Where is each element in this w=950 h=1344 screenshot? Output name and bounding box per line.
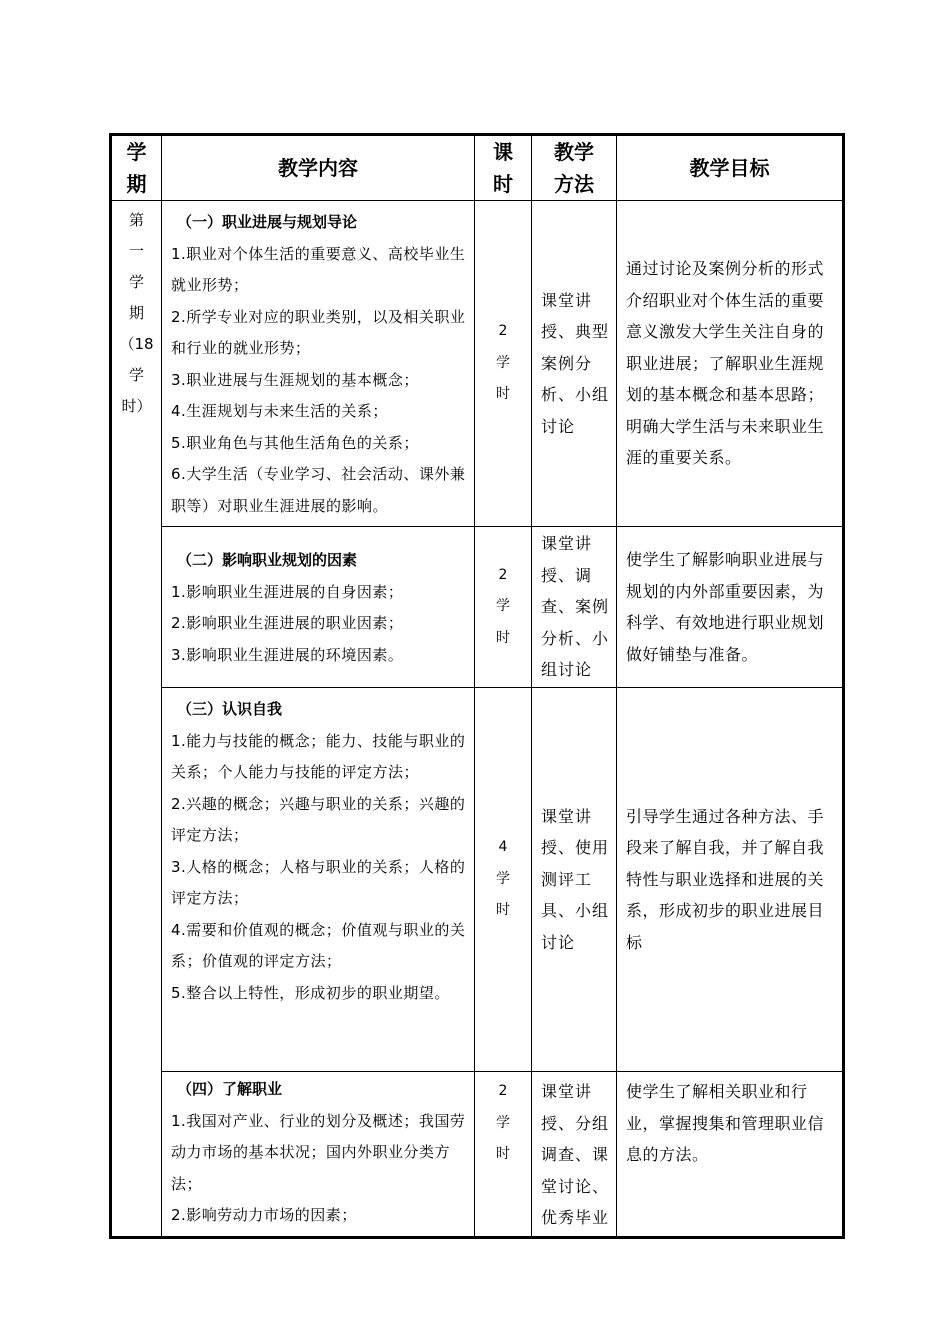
section-title: （二）影响职业规划的因素 (177, 551, 358, 569)
hours-value: 2 (498, 1083, 508, 1099)
header-goal: 教学目标 (617, 135, 844, 201)
table-row (111, 201, 844, 527)
goal-cell: 通过讨论及案例分析的形式介绍职业对个体生活的重要意义激发大学生关注自身的职业进展；了解职业生涯规划的基本概念和基本思路；明确大学生活与未来职业生涯的重要关系。 (617, 201, 844, 527)
content-item: 2.影响劳动力市场的因素； (171, 1206, 357, 1224)
content-item: 3.职业进展与生涯规划的基本概念； (171, 370, 419, 389)
header-hours-line1: 课 (493, 140, 513, 164)
term-char: 期 (128, 304, 144, 322)
header-content: 教学内容 (162, 135, 475, 201)
content-item: 2.所学专业对应的职业类别，以及相关职业和行业的就业形势； (171, 307, 466, 357)
hours-unit: 时 (496, 386, 510, 403)
table-row (111, 527, 844, 688)
section-title: （三）认识自我 (177, 700, 283, 718)
content-cell (162, 688, 475, 1072)
header-hours-line2: 时 (493, 172, 513, 196)
hours-value: 2 (498, 323, 508, 340)
table-row (111, 1072, 844, 1238)
hours-cell (475, 201, 532, 527)
content-cell (162, 201, 475, 527)
header-method-line1: 教学 (554, 140, 594, 164)
hours-unit: 学 (496, 870, 510, 887)
content-cell (162, 1072, 475, 1238)
header-row (111, 135, 844, 201)
section-title: （一）职业进展与规划导论 (177, 213, 358, 231)
content-item: 3.影响职业生涯进展的环境因素。 (171, 645, 404, 664)
header-term-line2: 期 (126, 172, 147, 196)
term-char: 一 (128, 242, 144, 260)
method-cell: 课堂讲授、调查、案例分析、小组讨论 (532, 527, 617, 688)
term-char: （18 (119, 335, 154, 353)
hours-value: 2 (498, 566, 508, 583)
term-cell (111, 201, 162, 1238)
hours-unit: 时 (496, 629, 510, 646)
hours-value: 4 (498, 839, 508, 856)
hours-unit: 时 (496, 902, 510, 919)
content-item: 1.职业对个体生活的重要意义、高校毕业生就业形势； (171, 244, 466, 294)
term-char: 时） (121, 397, 152, 415)
curriculum-table (109, 133, 845, 1239)
content-item: 5.职业角色与其他生活角色的关系； (171, 433, 419, 452)
content-item: 2.影响职业生涯进展的职业因素； (171, 614, 404, 632)
content-item: 1.能力与技能的概念；能力、技能与职业的关系；个人能力与技能的评定方法； (171, 731, 466, 781)
method-cell: 课堂讲授、使用测评工具、小组讨论 (532, 688, 617, 1072)
hours-unit: 学 (496, 354, 510, 371)
content-item: 1.影响职业生涯进展的自身因素； (171, 582, 404, 601)
hours-unit: 学 (496, 1114, 510, 1131)
hours-cell (475, 527, 532, 688)
goal-cell: 使学生了解相关职业和行业，掌握搜集和管理职业信息的方法。 (617, 1072, 844, 1238)
content-item: 6.大学生活（专业学习、社会活动、课外兼职等）对职业生涯进展的影响。 (171, 465, 466, 515)
header-hours (475, 135, 532, 201)
hours-unit: 时 (496, 1146, 510, 1162)
header-term (111, 135, 162, 201)
content-item: 2.兴趣的概念；兴趣与职业的关系；兴趣的评定方法； (171, 794, 466, 844)
hours-unit: 学 (496, 598, 510, 615)
content-item: 1.我国对产业、行业的划分及概述；我国劳动力市场的基本状况；国内外职业分类方法； (171, 1111, 466, 1193)
content-item: 3.人格的概念；人格与职业的关系；人格的评定方法； (171, 857, 466, 907)
content-item: 4.生涯规划与未来生活的关系； (171, 402, 388, 420)
content-cell (162, 527, 475, 688)
goal-cell: 引导学生通过各种方法、手段来了解自我，并了解自我特性与职业选择和进展的关系，形成初步的职业进展目标 (617, 688, 844, 1072)
hours-cell (475, 688, 532, 1072)
header-method-line2: 方法 (554, 172, 594, 196)
goal-cell: 使学生了解影响职业进展与规划的内外部重要因素，为科学、有效地进行职业规划做好铺垫与准备。 (617, 527, 844, 688)
method-cell: 课堂讲授、分组调查、课堂讨论、优秀毕业 (532, 1072, 617, 1238)
header-method (532, 135, 617, 201)
section-title: （四）了解职业 (177, 1080, 283, 1098)
table-row (111, 688, 844, 1072)
term-char: 学 (128, 366, 144, 384)
content-item: 4.需要和价值观的概念；价值观与职业的关系；价值观的评定方法； (171, 920, 466, 970)
content-item: 5.整合以上特性，形成初步的职业期望。 (171, 983, 450, 1002)
hours-cell (475, 1072, 532, 1238)
method-cell: 课堂讲授、典型案例分析、小组讨论 (532, 201, 617, 527)
term-char: 第 (128, 211, 144, 229)
header-term-line1: 学 (126, 140, 147, 164)
term-char: 学 (128, 273, 144, 291)
